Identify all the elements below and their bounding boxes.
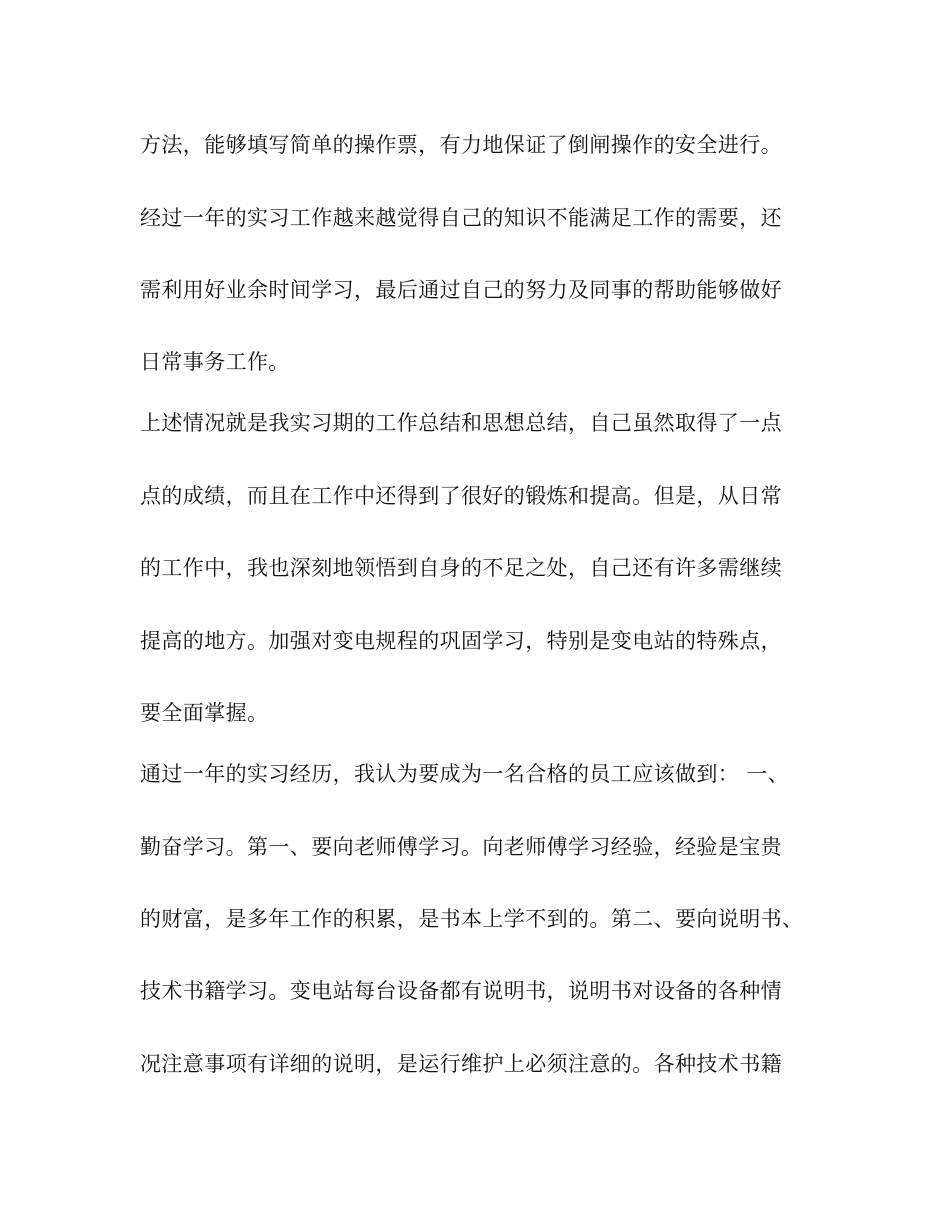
text-line: 方法，能够填写简单的操作票，有力地保证了倒闸操作的安全进行。 (140, 133, 782, 157)
text-line: 要全面掌握。 (140, 701, 269, 725)
text-line: 技术书籍学习。变电站每台设备都有说明书，说明书对设备的各种情 (140, 979, 782, 1003)
text-line: 的财富，是多年工作的积累，是书本上学不到的。第二、要向说明书、 (140, 907, 804, 931)
text-line: 经过一年的实习工作越来越觉得自己的知识不能满足工作的需要，还 (140, 206, 782, 230)
text-line: 勤奋学习。第一、要向老师傅学习。向老师傅学习经验，经验是宝贵 (140, 835, 782, 859)
text-line: 上述情况就是我实习期的工作总结和思想总结，自己虽然取得了一点 (140, 411, 782, 435)
text-line: 的工作中，我也深刻地领悟到自身的不足之处，自己还有许多需继续 (140, 556, 782, 580)
text-line: 日常事务工作。 (140, 350, 290, 374)
text-line: 提高的地方。加强对变电规程的巩固学习，特别是变电站的特殊点， (140, 629, 782, 653)
text-line: 点的成绩，而且在工作中还得到了很好的锻炼和提高。但是，从日常 (140, 484, 782, 508)
text-line: 况注意事项有详细的说明，是运行维护上必须注意的。各种技术书籍 (140, 1052, 782, 1076)
text-line: 需利用好业余时间学习，最后通过自己的努力及同事的帮助能够做好 (140, 278, 782, 302)
text-line: 通过一年的实习经历，我认为要成为一名合格的员工应该做到： 一、 (140, 762, 790, 786)
